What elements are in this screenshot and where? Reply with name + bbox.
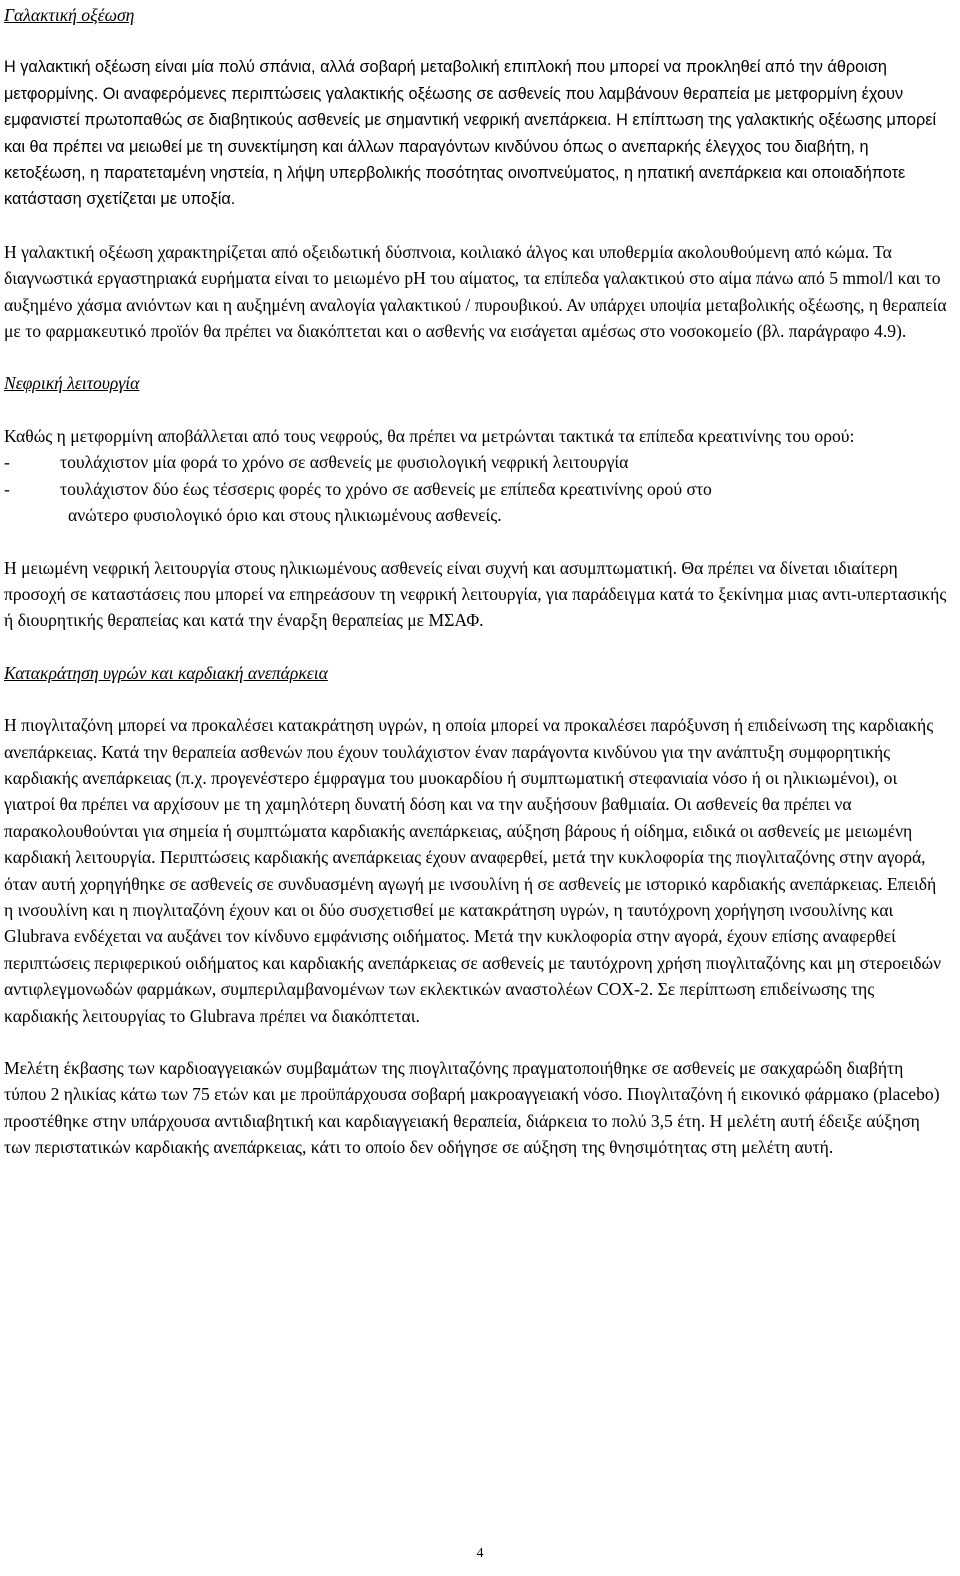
list-item-text: τουλάχιστον μία φορά το χρόνο σε ασθενείς με φυσιολογική νεφρική λειτουργία: [60, 452, 629, 473]
page-number: 4: [476, 1546, 484, 1561]
list-item-continuation: ανώτερο φυσιολογικό όριο και στους ηλικιωμένους ασθενείς.: [68, 505, 502, 526]
paragraph-renal-intro: Καθώς η μετφορμίνη αποβάλλεται από τους νεφρούς, θα πρέπει να μετρώνται τακτικά τα επίπεδα κρεατινίνης του ορού:: [4, 425, 855, 446]
paragraph-renal-elderly: Η μειωμένη νεφρική λειτουργία στους ηλικιωμένους ασθενείς είναι συχνή και ασυμπτωματική. Θα πρέπει να δίνεται ιδιαίτερη προσοχή σε καταστάσεις που μπορεί να επηρεάσουν τη νεφρική λειτουργία, για παράδειγμα κατά το ξεκίνημα μιας αντι-υπερτασικής ή διουρητικής θεραπείας και κατά την έναρξη θεραπείας με ΜΣΑΦ.: [4, 557, 947, 631]
list-item-text: τουλάχιστον δύο έως τέσσερις φορές το χρόνο σε ασθενείς με επίπεδα κρεατινίνης ορού στο: [60, 478, 712, 499]
list-item-once-yearly: [4, 449, 948, 475]
paragraph-fluid-retention: Η πιογλιταζόνη μπορεί να προκαλέσει κατακράτηση υγρών, η οποία μπορεί να προκαλέσει παρόξυνση ή επιδείνωση της καρδιακής ανεπάρκειας. Κατά την θεραπεία ασθενών που έχουν τουλάχιστον έναν παράγοντα κινδύνου για την ανάπτυξη συμφορητικής καρδιακής ανεπάρκειας (π.χ. προγενέστερο έμφραγμα του μυοκαρδίου ή συμπτωματική στεφανιαία νόσο ή οι ηλικιωμένοι), οι γιατροί θα πρέπει να αρχίσουν με τη χαμηλότερη δυνατή δόση και να την αυξήσουν βαθμιαία. Οι ασθενείς θα πρέπει να παρακολουθούνται για σημεία ή συμπτώματα καρδιακής ανεπάρκειας, αύξηση βάρους ή οίδημα, ειδικά οι ασθενείς με μειωμένη καρδιακή λειτουργία. Περιπτώσεις καρδιακής ανεπάρκειας έχουν αναφερθεί, μετά την κυκλοφορία της πιογλιταζόνης στην αγορά, όταν αυτή χορηγήθηκε σε ασθενείς σε συνδυασμένη αγωγή με ινσουλίνη ή σε ασθενείς με ιστορικό καρδιακής ανεπάρκειας. Επειδή η ινσουλίνη και η πιογλιταζόνη έχουν και οι δύο συσχετισθεί με κατακράτηση υγρών, η ταυτόχρονη χορήγηση ινσουλίνης και Glubrava ενδέχεται να αυξάνει τον κίνδυνο εμφάνισης οιδήματος. Μετά την κυκλοφορία στην αγορά, έχουν επίσης αναφερθεί περιπτώσεις περιφερικού οιδήματος και καρδιακής ανεπάρκειας σε ασθενείς με ταυτόχρονη χρήση πιογλιταζόνης και μη στεροειδών αντιφλεγμονωδών φαρμάκων, συμπεριλαμβανομένων των εκλεκτικών αναστολέων COX-2. Σε περίπτωση επιδείνωσης της καρδιακής λειτουργίας το Glubrava πρέπει να διακόπτεται.: [4, 715, 942, 1026]
heading-lactic-acidosis: Γαλακτική οξέωση: [4, 5, 135, 25]
paragraph-lactic-acidosis-intro: Η γαλακτική οξέωση είναι μία πολύ σπάνια, αλλά σοβαρή μεταβολική επιπλοκή που μπορεί να προκληθεί από την άθροιση μετφορμίνης. Οι αναφερόμενες περιπτώσεις γαλακτικής οξέωσης σε ασθενείς που λαμβάνουν θεραπεία με μετφορμίνη έχουν εμφανιστεί πρωτοπαθώς σε διαβητικούς ασθενείς με σημαντική νεφρική ανεπάρκεια. Η επίπτωση της γαλακτικής οξέωσης μπορεί και θα πρέπει να μειωθεί με τη συνεκτίμηση και άλλων παραγόντων κινδύνου όπως ο ανεπαρκής έλεγχος του διαβήτη, η κετοξέωση, η παρατεταμένη νηστεία, η λήψη υπερβολικής ποσότητας οινοπνεύματος, η ηπατική ανεπάρκεια και οποιαδήποτε κατάσταση σχετίζεται με υποξία.: [4, 58, 937, 209]
list-item-two-to-four: [4, 476, 948, 502]
heading-fluid-retention: Κατακράτηση υγρών και καρδιακή ανεπάρκεια: [4, 662, 328, 683]
list-dash: -: [4, 478, 10, 499]
heading-renal-function: Νεφρική λειτουργία: [4, 373, 140, 394]
document-page: [4, 0, 948, 1161]
paragraph-cardiovascular-study: Μελέτη έκβασης των καρδιοαγγειακών συμβαμάτων της πιογλιταζόνης πραγματοποιήθηκε σε ασθενείς με σακχαρώδη διαβήτη τύπου 2 ηλικίας κάτω των 75 ετών και με προϋπάρχουσα σοβαρή μακροαγγειακή νόσο. Πιογλιταζόνη ή εικονικό φάρμακο (placebo) προστέθηκε στην υπάρχουσα αντιδιαβητική και καρδιαγγειακή θεραπεία, διάρκεια το πολύ 3,5 έτη. Η μελέτη αυτή έδειξε αύξηση των περιστατικών καρδιακής ανεπάρκειας, κάτι το οποίο δεν οδήγησε σε αύξηση της θνησιμότητας στη μελέτη αυτή.: [4, 1058, 940, 1158]
paragraph-lactic-acidosis-diagnosis: Η γαλακτική οξέωση χαρακτηρίζεται από οξειδωτική δύσπνοια, κοιλιακό άλγος και υποθερμία ακολουθούμενη από κώμα. Τα διαγνωστικά εργαστηριακά ευρήματα είναι το μειωμένο pH του αίματος, τα επίπεδα γαλακτικού στο αίμα πάνω από 5 mmol/l και το αυξημένο χάσμα ανιόντων και η αυξημένη αναλογία γαλακτικού / πυρουβικού. Αν υπάρχει υποψία μεταβολικής οξέωσης, η θεραπεία με το φαρμακευτικό προϊόν θα πρέπει να διακόπτεται και ο ασθενής να εισάγεται αμέσως στο νοσοκομείο (βλ. παράγραφο 4.9).: [4, 241, 947, 342]
list-dash: -: [4, 452, 10, 473]
